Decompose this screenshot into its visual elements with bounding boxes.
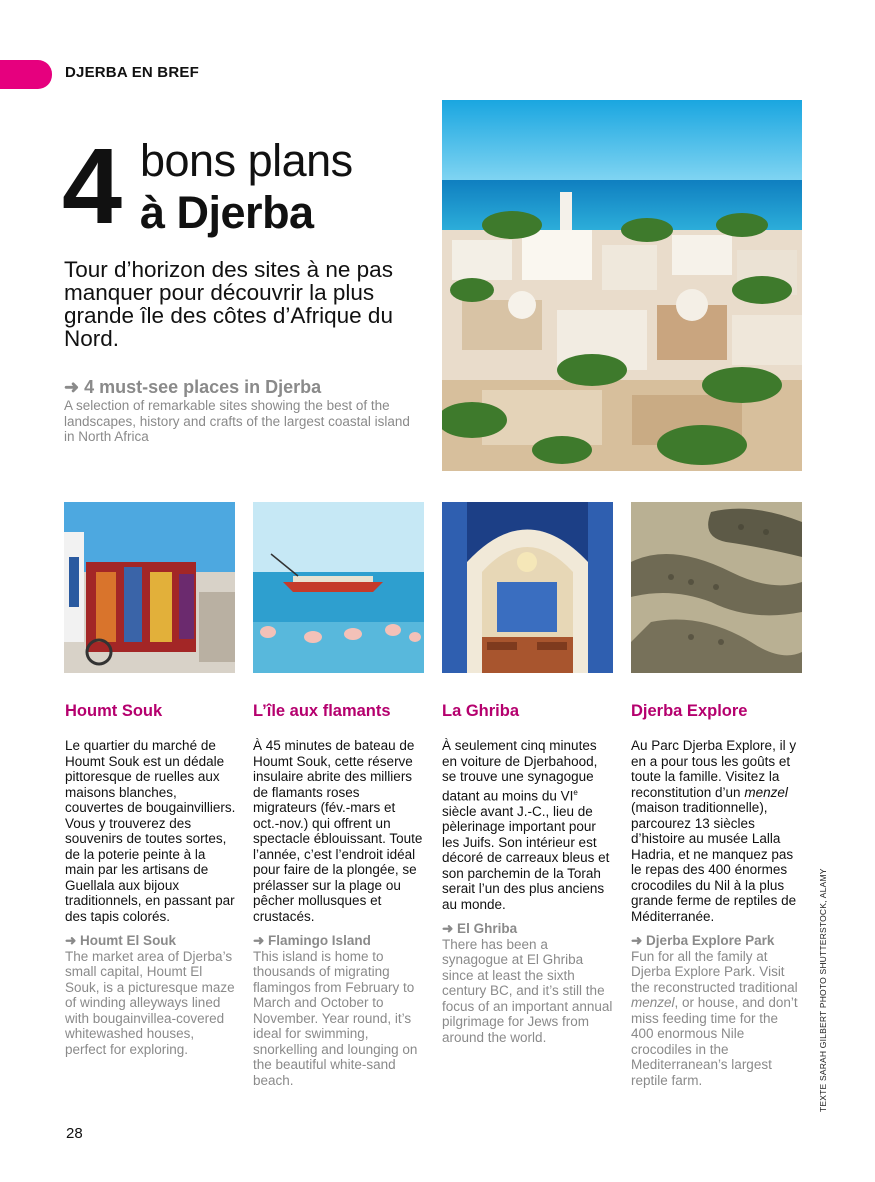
column-body-part: À seulement cinq minutes en voiture de Djerbahood, se trouve une synagogue datant au moins du VI	[442, 738, 598, 803]
column-body	[631, 738, 803, 924]
photo-houmt-souk-market	[64, 502, 235, 673]
photo-crocodiles	[631, 502, 802, 673]
column-title: La Ghriba	[442, 702, 520, 720]
column-english-heading: ➜ Flamingo Island	[253, 933, 371, 948]
title-line-2: à Djerba	[140, 187, 314, 238]
column-english-part: Fun for all the family at Djerba Explore Park. Visit the reconstructed traditional	[631, 948, 798, 995]
column-body-italic: menzel	[744, 784, 788, 800]
column-title: Djerba Explore	[631, 702, 748, 720]
column-english-heading: ➜ Houmt El Souk	[65, 933, 177, 948]
column-la-ghriba	[442, 702, 614, 1045]
column-body-part: Au Parc Djerba Explore, il y en a pour tous les goûts et toute la famille. Visitez la reconstitution d’un	[631, 738, 797, 800]
column-english-body	[631, 949, 803, 1089]
photo-ghriba-synagogue	[442, 502, 613, 673]
column-english-italic: menzel	[631, 995, 675, 1010]
column-english-heading: ➜ El Ghriba	[442, 921, 518, 936]
column-body: À 45 minutes de bateau de Houmt Souk, cette réserve insulaire abrite des milliers de flamants roses migrateurs (fév.-mars et oct.-nov.) qui offrent un spectacle éblouissant. Toute l’année, c’est l’endroit idéal pour faire de la plongée, se prélasser sur la plage ou pêcher mollusques et crustacés.	[253, 738, 423, 924]
column-djerba-explore	[631, 702, 803, 1088]
column-houmt-souk	[65, 702, 237, 1057]
column-body-part: (maison traditionnelle), parcourez 13 siècles d’histoire au musée Lalla Hadria, et ne manquez pas le repas des 400 énormes crocodiles du Nil à la plus grande ferme de reptiles de Méditerranée.	[631, 800, 797, 924]
column-title: Houmt Souk	[65, 702, 163, 720]
column-english-part: , or house, and don’t miss feeding time for the 400 enormous Nile crocodiles in the Mediterranean’s largest reptile farm.	[631, 995, 798, 1088]
column-english-body: This island is home to thousands of migrating flamingos from February to March and October to November. Year round, it’s ideal for swimming, snorkelling and lounging on the beautiful white-sand beach.	[253, 948, 418, 1088]
column-body	[442, 738, 614, 912]
hero-photo-djerba-village	[442, 100, 802, 471]
english-heading: ➜ 4 must-see places in Djerba	[64, 377, 322, 397]
page-number: 28	[66, 1125, 83, 1142]
intro-text: Tour d’horizon des sites à ne pas manquer pour découvrir la plus grande île des côtes d’Afrique du Nord.	[64, 257, 393, 351]
column-english-body: The market area of Djerba’s small capital, Houmt El Souk, is a picturesque maze of winding alleyways lined with bougainvillea-covered whitewashed houses, perfect for exploring.	[65, 948, 235, 1057]
photo-flamingo-island	[253, 502, 424, 673]
column-body-superscript: e	[573, 787, 578, 797]
column-flamingo-island	[253, 702, 425, 1088]
column-body: Le quartier du marché de Houmt Souk est un dédale pittoresque de ruelles aux maisons blanches, couvertes de bougainvilliers. Vous y trouverez des souvenirs de toutes sortes, de la poterie peinte à la main par les artisans de Guellala aux bijoux traditionnels, en passant par des tapis colorés.	[65, 738, 236, 924]
english-intro: A selection of remarkable sites showing the best of the landscapes, history and crafts of the largest coastal island in North Africa	[64, 398, 410, 444]
title-line-1: bons plans	[140, 135, 353, 186]
title-number: 4	[62, 125, 119, 246]
photo-credit: TEXTE SARAH GILBERT PHOTO SHUTTERSTOCK, ALAMY	[818, 868, 828, 1112]
column-english-body: There has been a synagogue at El Ghriba since at least the sixth century BC, and it’s still the focus of an important annual pilgrimage for Jews from around the world.	[442, 936, 613, 1045]
column-body-part: siècle avant J.-C., lieu de pèlerinage important pour les Juifs. Son intérieur est décoré de carreaux bleus et son parchemin de la Torah serait l’un des plus anciens au monde.	[442, 803, 610, 912]
column-english-heading: ➜ Djerba Explore Park	[631, 933, 775, 948]
section-tab-marker	[0, 60, 52, 89]
section-label: DJERBA EN BREF	[65, 64, 199, 81]
column-title: L’île aux flamants	[253, 702, 391, 720]
